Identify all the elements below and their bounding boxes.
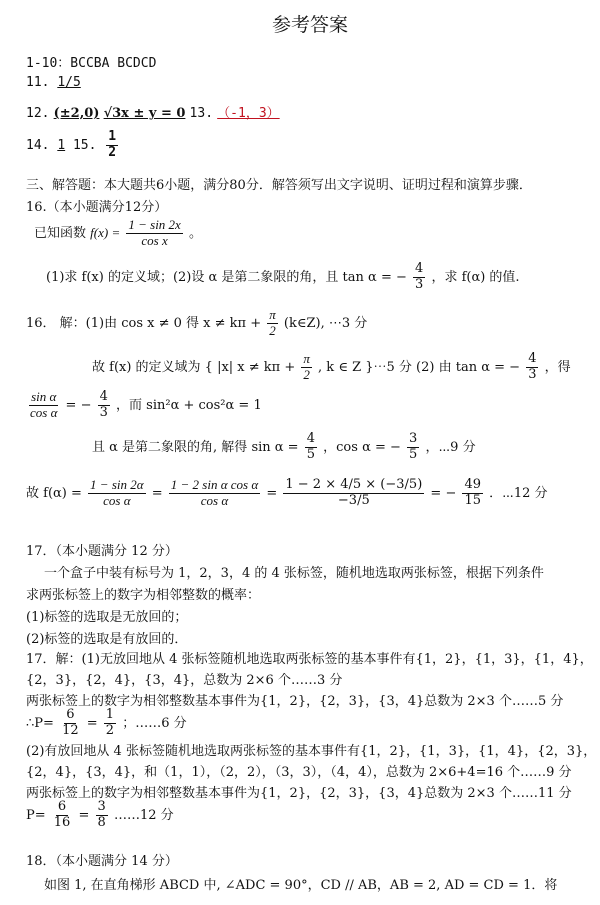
p16-given-num: 1 − sin 2x [128,217,181,232]
p16-given-fraction [126,218,182,249]
s17-p1-n1: 6 [66,707,75,722]
solution-17-line3: 两张标签上的数字为相邻整数基本事件为{1，2}，{2，3}，{3，4}总数为 2×3 个……5 分 [26,694,564,709]
problem-17-q1: (1)标签的选取是无放回的； [26,610,188,625]
s16-identity: ，而 sin²α + cos²α = 1 [116,397,262,413]
s17-p1-d2: 2 [105,722,115,738]
problem-16-title: 16.（本小题满分12分） [26,200,168,215]
solution-16-ratio [26,390,262,421]
s16-two: 2 [269,322,276,338]
s16-domain-tan-den: 3 [528,366,537,382]
s16-quad-c: ，⋯9 分 [425,439,476,455]
s16-domain-a: 故 f(x) 的定义域为 { |x| x ≠ kπ + [92,359,296,375]
q11-answer: 1/5 [57,75,81,90]
s16-domain-c: ，得 [544,359,571,375]
problem-17-q2: (2)标签的选取是有放回的． [26,632,188,647]
s17-p1-d1: 12 [62,722,79,738]
s16-cos: cos α [30,404,58,420]
s17-p2-post: ……12 分 [113,807,174,823]
s16-f2 [169,478,260,509]
s16-f2-num: 1 − 2 sin α cos α [170,477,259,492]
solution-17-line1: 17．解：(1)无放回地从 4 张标签随机地选取两张标签的基本事件有{1，2}，{1，3}，{1，4}， [26,652,593,667]
q13-label: 13. [189,106,214,121]
s16-f1-num: 1 − sin 2α [90,477,144,492]
q13-answer: （-1，3） [217,106,280,121]
s16-pi-fraction [267,308,278,339]
s16-domain-b: , k ∈ Z }⋯5 分 (2) 由 tan α = − [318,359,521,375]
s17-p2-eq: = [78,807,90,823]
p16-given-den: cos x [141,232,168,248]
solution-17-line6: {2，4}，{3，4}，和（1，1），（2，2），（3，3），（4，4），总数为 2×6+4=16 个……9 分 [26,765,572,780]
s17-p1-frac2 [104,708,116,739]
q12-part2: √3x ± y = 0 [103,106,186,121]
q15-fraction [106,130,118,161]
answer-14-15 [26,130,120,161]
q12-label: 12. [26,106,50,121]
q15-den: 2 [108,144,117,160]
p16-task-den: 3 [415,276,424,292]
s16-sin-num: 4 [306,431,316,446]
q12-part1: (±2,0) [53,106,100,121]
s16-f-label: 故 f(α) = [26,485,82,501]
s16-result-sign: = − [430,485,457,501]
s16-cos-value [407,432,419,463]
s16-result-score: ．⋯12 分 [489,485,548,501]
problem-16-given [34,218,202,249]
s16-f1-den: cos α [103,492,131,508]
s16-result-den: 15 [464,492,482,508]
solution-16-quadrant [92,432,476,463]
p16-given-post: 。 [188,225,202,241]
s16-f2-den: cos α [200,492,229,508]
s16-cos-num: 3 [409,431,418,446]
s16-domain-tan-fraction [526,352,538,383]
q11-label: 11. [26,75,50,90]
s16-sincos-fraction [28,390,59,421]
s16-ratio-den: 3 [99,404,108,420]
s16-f3-num: 1 − 2 × 4/5 × (−3/5) [285,477,423,492]
s16-ratio: = − [65,397,92,413]
solution-17-prob2 [26,800,174,831]
s16-b: (k∈Z), ⋯3 分 [283,315,368,331]
s16-ratio-fraction [98,390,110,421]
q15-label: 15. [72,137,97,153]
s16-cos-den: 5 [409,446,418,462]
p16-given-pre: 已知函数 [34,225,87,241]
s17-p2-frac2 [96,800,108,831]
s16-quad-b: ，cos α = − [323,439,401,455]
solution-16-line1 [26,308,367,339]
problem-18-text: 如图 1, 在直角梯形 ABCD 中, ∠ADC = 90°，CD // AB，AB = 2, AD = CD = 1．将 [44,878,558,893]
problem-16-task [46,262,520,293]
s17-p1-eq: = [86,715,98,731]
s17-p1-post: ；……6 分 [122,715,187,731]
q14-label: 14. [26,137,50,153]
answer-11 [26,75,81,90]
s16-sin-den: 5 [306,446,316,462]
s16-f3-den: −3/5 [337,492,370,508]
answers-1-10: 1-10：BCCBA BCDCD [26,56,157,71]
s17-p2-n1: 6 [57,799,67,814]
s16-eq2: = [266,485,278,501]
s16-domain-tan-num: 4 [528,351,537,366]
answer-12-13 [26,102,280,121]
solution-17-prob1 [26,708,187,739]
p16-task-fraction [413,262,425,293]
solution-16-domain [92,352,571,383]
problem-17-text2: 求两张标签上的数字为相邻整数的概率： [26,588,261,603]
solution-17-line2: {2，3}，{2，4}，{3，4}，总数为 2×6 个……3 分 [26,673,343,688]
s16-f3 [283,478,424,509]
solution-17-line7: 两张标签上的数字为相邻整数基本事件为{1，2}，{2，3}，{3，4}总数为 2×3 个……11 分 [26,786,572,801]
problem-17-title: 17．（本小题满分 12 分） [26,544,178,559]
page-title: 参考答案 [272,14,349,36]
p16-task-num: 4 [415,261,424,276]
s16-result-num: 49 [464,477,482,492]
s17-p2-d2: 8 [97,814,106,830]
s16-domain-pi-fraction [301,352,312,383]
s17-p2-n2: 3 [97,799,106,814]
p16-task-b: ，求 f(α) 的值. [431,269,520,285]
s16-quad-a: 且 α 是第二象限的角, 解得 sin α = [92,439,299,455]
problem-17-text1: 一个盒子中装有标号为 1，2，3，4 的 4 张标签，随机地选取两张标签，根据下列条件 [44,566,544,581]
s16-pi: π [269,307,276,322]
problem-18-title: 18．（本小题满分 14 分） [26,854,178,869]
s16-ratio-num: 4 [99,389,108,404]
p16-task-a: (1)求 f(x) 的定义域；(2)设 α 是第二象限的角，且 tan α = − [46,269,407,285]
solution-17-line5: (2)有放回地从 4 张标签随机地选取两张标签的基本事件有{1，2}，{1，3}，{1，4}，{2，3}， [26,744,597,759]
s16-eq1: = [151,485,163,501]
s16-domain-pi: π [303,351,310,366]
q15-num: 1 [108,129,117,144]
s17-p1-pre: ∴P= [26,715,54,731]
s16-f1 [88,478,146,509]
solution-16-final [26,478,548,509]
s16-result [462,478,483,509]
s17-p2-frac1 [52,800,73,831]
s17-p1-frac1 [60,708,81,739]
s16-a: 16． 解：(1)由 cos x ≠ 0 得 x ≠ kπ + [26,315,262,331]
s17-p2-pre: P= [26,807,46,823]
s17-p2-d1: 16 [53,814,71,830]
s16-sin: sin α [31,389,57,404]
s16-sin-value [305,432,317,463]
s17-p1-n2: 1 [105,707,115,722]
section-3-heading: 三、解答题：本大题共6小题，满分80分．解答须写出文字说明、证明过程和演算步骤． [26,178,532,193]
s16-domain-two: 2 [303,366,310,382]
q14-answer: 1 [57,137,66,153]
p16-fx: f(x) = [90,224,121,240]
